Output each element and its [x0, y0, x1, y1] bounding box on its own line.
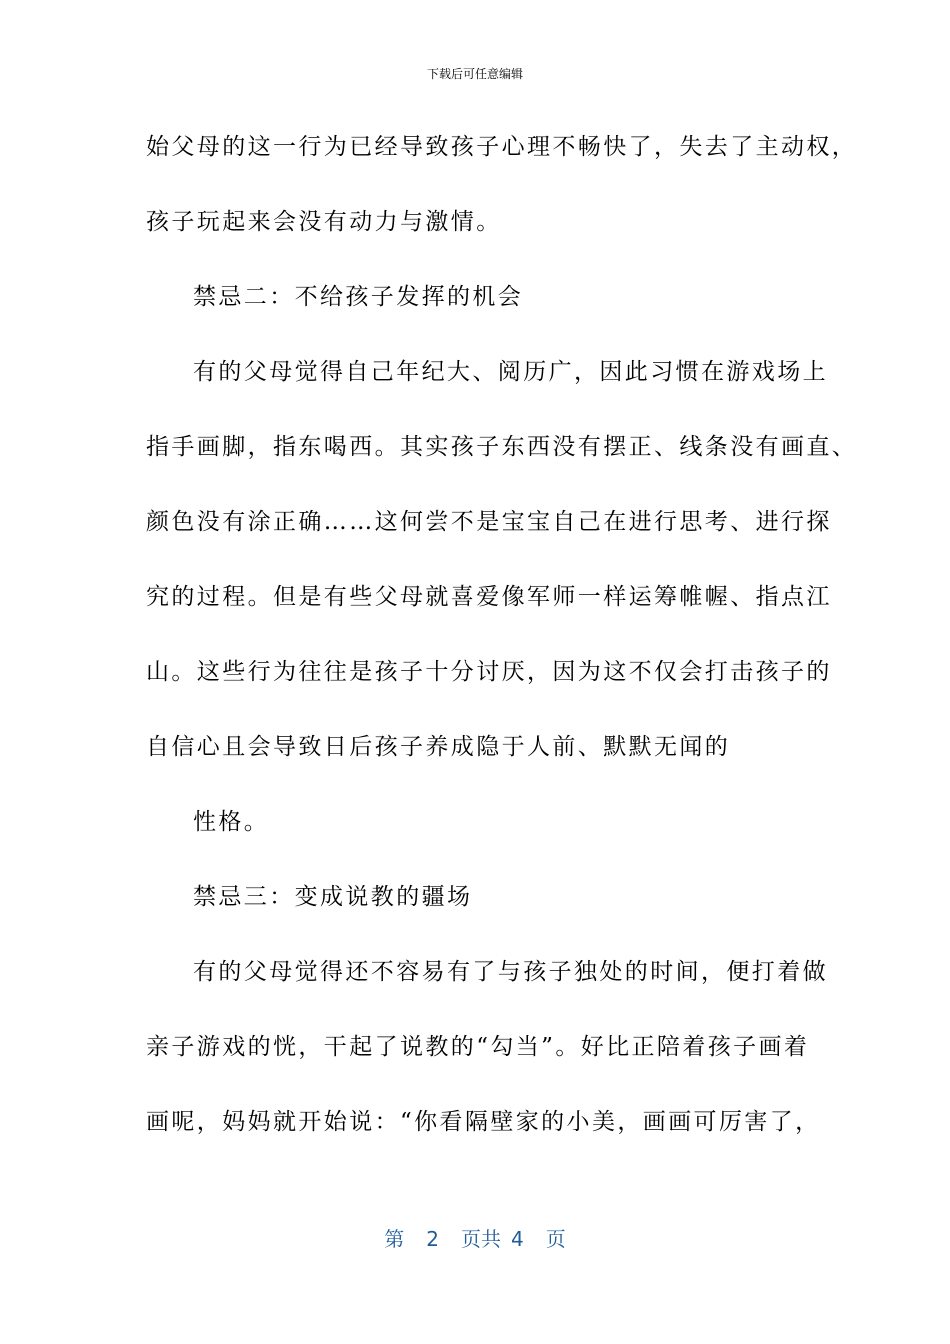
paragraph-line: 山。这些行为往往是孩子十分讨厌，因为这不仅会打击孩子的 [146, 659, 832, 685]
page-footer [0, 1226, 950, 1252]
footer-current-page: 2 [426, 1227, 439, 1251]
section-heading: 禁忌二：不给孩子发挥的机会 [193, 284, 524, 310]
footer-middle: 页共 [461, 1227, 501, 1251]
footer-total-pages: 4 [511, 1227, 524, 1251]
page-header-note: 下载后可任意编辑 [426, 67, 523, 81]
paragraph-line: 究的过程。但是有些父母就喜爱像军师一样运筹帷幄、指点江 [146, 584, 832, 610]
paragraph-line: 亲子游戏的恍，干起了说教的“勾当”。好比正陪着孩子画着 [146, 1034, 810, 1060]
paragraph-line: 有的父母觉得自己年纪大、阅历广，因此习惯在游戏场上 [193, 359, 828, 385]
paragraph-line: 指手画脚，指东喝西。其实孩子东西没有摆正、线条没有画直、 [146, 434, 858, 460]
paragraph-line: 画呢，妈妈就开始说：“你看隔壁家的小美，画画可厉害了， [146, 1109, 821, 1135]
footer-suffix: 页 [545, 1227, 566, 1251]
paragraph-line: 性格。 [193, 809, 270, 835]
paragraph-line: 自信心且会导致日后孩子养成隐于人前、默默无闻的 [146, 734, 731, 760]
document-body [146, 128, 858, 1178]
footer-prefix: 第 [384, 1227, 405, 1251]
paragraph-line: 有的父母觉得还不容易有了与孩子独处的时间，便打着做 [193, 959, 828, 985]
paragraph-line: 始父母的这一行为已经导致孩子心理不畅快了，失去了主动权， [146, 134, 858, 160]
paragraph-line: 孩子玩起来会没有动力与激情。 [146, 209, 502, 235]
section-heading: 禁忌三：变成说教的疆场 [193, 884, 473, 910]
paragraph-line: 颜色没有涂正确……这何尝不是宝宝自己在进行思考、进行探 [146, 509, 832, 535]
